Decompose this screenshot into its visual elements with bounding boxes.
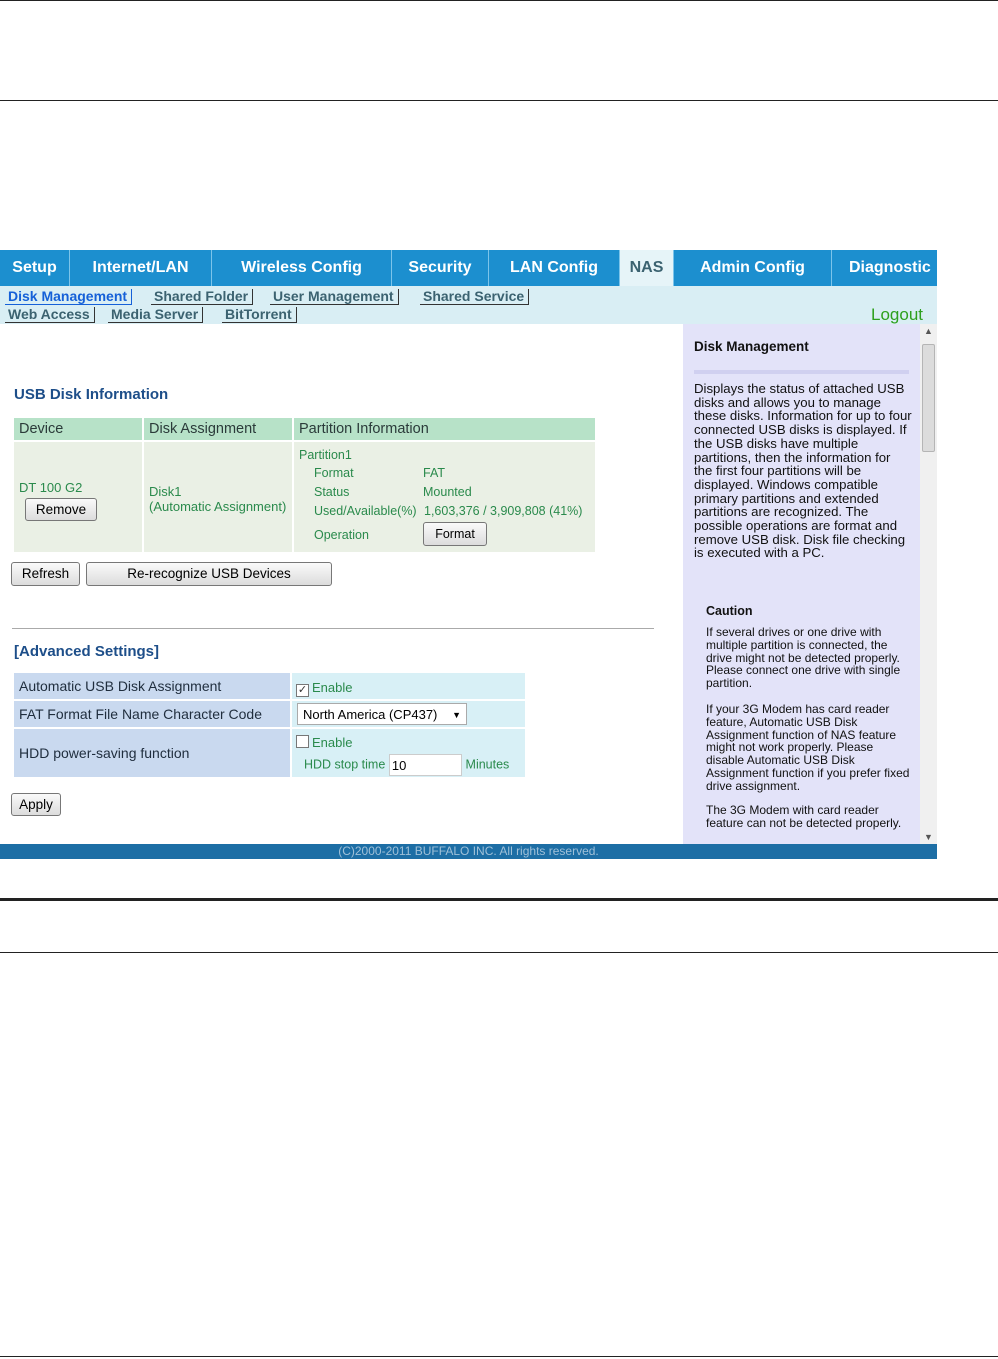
usb-disk-table: [12, 416, 597, 554]
fat-code-cell: [291, 700, 526, 728]
refresh-button[interactable]: Refresh: [11, 562, 80, 586]
page-top-rule: [0, 0, 998, 1]
subtab-user-management[interactable]: User Management: [270, 289, 399, 305]
tab-internet-lan[interactable]: Internet/LAN: [70, 250, 212, 286]
caution-text-2: If your 3G Modem has card reader feature, Automatic USB Disk Assignment function of NAS feature might not work properly. Please disable Automatic USB Disk Assignment function if you prefer fixed drive assignment.: [706, 702, 910, 793]
disk-assignment-cell: [143, 441, 293, 553]
partition-name: Partition1: [299, 448, 352, 462]
help-scrollbar[interactable]: [920, 324, 937, 844]
scroll-up-icon[interactable]: ▲: [924, 326, 933, 336]
used-label: Used/Available(%): [314, 504, 417, 518]
device-name: DT 100 G2: [19, 479, 83, 495]
fat-code-label: FAT Format File Name Character Code: [13, 700, 291, 728]
page-header-rule: [0, 100, 998, 101]
col-device: Device: [13, 417, 143, 441]
sub-nav: [0, 286, 937, 324]
tab-setup[interactable]: Setup: [0, 250, 70, 286]
hdd-stop-input[interactable]: 10: [389, 754, 462, 776]
page-rule-thick: [0, 898, 998, 901]
page-rule: [0, 952, 998, 953]
auto-usb-enable-label: Enable: [312, 679, 353, 695]
help-title: Disk Management: [694, 339, 809, 354]
advanced-table: [12, 671, 527, 779]
router-admin-screenshot: [0, 250, 937, 859]
hdd-power-cell: [291, 728, 526, 778]
rerecognize-button[interactable]: Re-recognize USB Devices: [86, 562, 332, 586]
caution-title: Caution: [706, 604, 753, 618]
help-pane: [683, 324, 937, 844]
hdd-power-enable-label: Enable: [312, 735, 353, 750]
subtab-shared-folder[interactable]: Shared Folder: [151, 289, 253, 305]
tab-admin-config[interactable]: Admin Config: [674, 250, 832, 286]
hdd-power-label: HDD power-saving function: [13, 728, 291, 778]
subtab-disk-management[interactable]: Disk Management: [5, 289, 132, 305]
format-button[interactable]: Format: [423, 522, 487, 546]
scroll-thumb[interactable]: [922, 344, 935, 452]
tab-nas[interactable]: NAS: [620, 250, 674, 286]
auto-usb-cell: [291, 672, 526, 700]
chevron-down-icon: ▼: [452, 710, 461, 720]
tab-lan-config[interactable]: LAN Config: [489, 250, 620, 286]
format-label: Format: [314, 466, 354, 480]
subtab-shared-service[interactable]: Shared Service: [420, 289, 529, 305]
help-divider: [694, 370, 909, 374]
used-value: 1,603,376 / 3,909,808 (41%): [424, 504, 583, 518]
logout-link[interactable]: Logout: [871, 305, 923, 324]
device-cell: [13, 441, 143, 553]
usb-disk-heading: USB Disk Information: [14, 386, 169, 403]
subtab-bittorrent[interactable]: BitTorrent: [222, 307, 297, 323]
caution-text-3: The 3G Modem with card reader feature can not be detected properly.: [706, 803, 902, 830]
apply-button[interactable]: Apply: [11, 793, 61, 816]
status-label: Status: [314, 485, 350, 499]
help-body: Displays the status of attached USB disks and allows you to manage these disks. Information for up to four connected USB disks is displayed. If the USB disks have multiple partitions, then the information for the first four partitions will be displayed. Windows compatible primary partitions and extended partitions are recognized. The possible operations are format and remove USB disk. Disk file checking is executed with a PC.: [694, 381, 912, 561]
remove-button[interactable]: Remove: [25, 498, 97, 521]
format-value: FAT: [423, 466, 445, 480]
top-nav: [0, 250, 937, 286]
page-bottom-rule: [0, 1356, 998, 1357]
subtab-media-server[interactable]: Media Server: [108, 307, 203, 323]
fat-code-select[interactable]: [297, 703, 467, 725]
hdd-stop-unit: Minutes: [465, 757, 510, 772]
tab-security[interactable]: Security: [392, 250, 489, 286]
advanced-heading: [Advanced Settings]: [14, 643, 160, 660]
assignment-mode: (Automatic Assignment): [149, 499, 287, 514]
footer: (C)2000-2011 BUFFALO INC. All rights reserved.: [0, 844, 937, 859]
auto-usb-checkbox[interactable]: ✓: [297, 683, 308, 696]
col-disk-assignment: Disk Assignment: [143, 417, 293, 441]
hdd-power-checkbox[interactable]: [296, 735, 309, 748]
operation-label: Operation: [314, 528, 369, 542]
tab-diagnostic[interactable]: Diagnostic: [849, 259, 931, 276]
col-partition-info: Partition Information: [293, 417, 596, 441]
advanced-divider: [12, 628, 654, 629]
disk-name: Disk1: [149, 484, 182, 499]
auto-usb-label: Automatic USB Disk Assignment: [13, 672, 291, 700]
scroll-down-icon[interactable]: ▼: [924, 832, 933, 842]
tab-wireless-config[interactable]: Wireless Config: [212, 250, 392, 286]
caution-text-1: If several drives or one drive with multiple partition is connected, the drive might not be detected properly. Please connect one drive with single partition.: [706, 625, 901, 691]
status-value: Mounted: [423, 485, 472, 499]
hdd-stop-label: HDD stop time: [304, 757, 386, 772]
fat-code-value: North America (CP437): [303, 707, 438, 722]
partition-cell: [293, 441, 596, 553]
subtab-web-access[interactable]: Web Access: [5, 307, 95, 323]
